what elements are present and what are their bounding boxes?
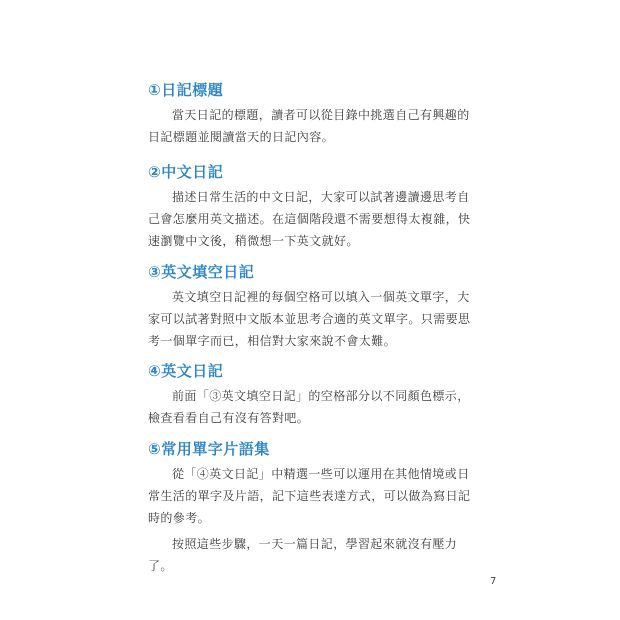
section-heading: ③英文填空日記 [148,263,255,281]
section-english-cloze-diary [148,262,478,352]
section-heading: ④英文日記 [148,362,224,380]
section-paragraph: 按照這些步驟，一天一篇日記，學習起來就沒有壓力了。 [148,537,458,573]
section-heading: ①日記標題 [148,81,224,99]
section-vocabulary-phrases [148,439,478,577]
section-chinese-diary [148,162,478,252]
section-heading: ②中文日記 [148,163,224,181]
section-heading: ⑤常用單字片語集 [148,440,270,458]
section-english-diary [148,361,478,429]
section-paragraph: 當天日記的標題，讀者可以從目錄中挑選自己有興趣的日記標題並閱讀當天的日記內容。 [148,108,470,144]
page-number: 7 [490,576,497,587]
section-paragraph: 從「④英文日記」中精選一些可以運用在其他情境或日常生活的單字及片語，記下這些表達方式，可以做為寫日記時的參考。 [148,467,471,525]
section-paragraph: 英文填空日記裡的每個空格可以填入一個英文單字，大家可以試著對照中文版本並思考合適的英文單字。只需要思考一個單字而已，相信對大家來說不會太難。 [148,290,471,348]
section-paragraph: 前面「③英文填空日記」的空格部分以不同顏色標示，檢查看看自己有沒有答對吧。 [148,389,470,425]
section-diary-title [148,80,478,148]
section-paragraph: 描述日常生活的中文日記，大家可以試著邊讀邊思考自己會怎麼用英文描述。在這個階段還不需要想得太複雜，快速瀏覽中文後，稍微想一下英文就好。 [148,190,471,248]
